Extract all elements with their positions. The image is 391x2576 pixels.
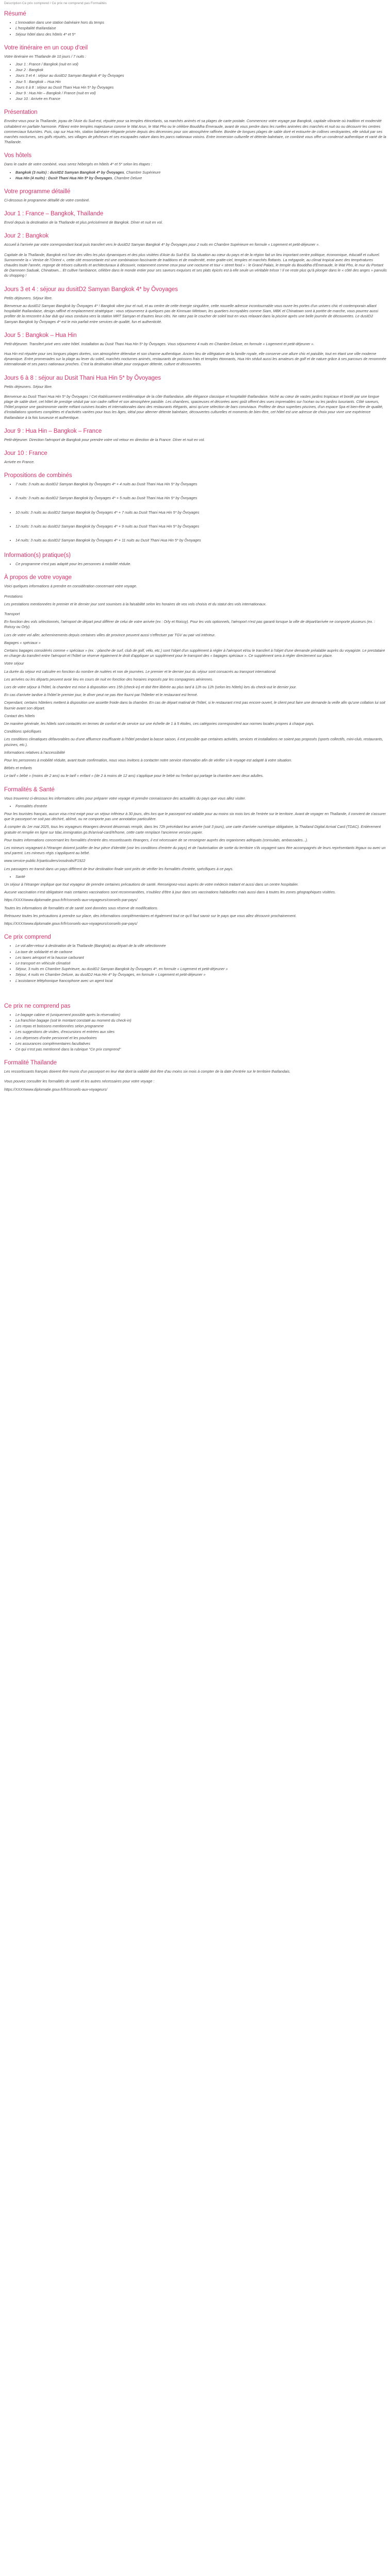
program-title: Votre programme détaillé <box>4 189 71 195</box>
list-item: • Le transport en véhicule climatisé <box>15 961 387 966</box>
list-item: • 12 nuits: 3 nuits au dusitD2 Samyan Bangkok by Ôvoyages 4* + 9 nuits au Dusit Thani Hua Hin 5* by Ôvoyages <box>15 524 387 529</box>
apropos-line: Les arrivées ou les départs peuvent avoir lieu en cours de nuit en fonction des horaires imposés par les compagnies aériennes. <box>4 676 214 682</box>
resume-list <box>4 20 387 37</box>
list-item: • Jour 2 : Bangkok <box>15 67 387 73</box>
sante-content <box>4 882 387 926</box>
day-text: Arrivée en France. <box>4 459 35 464</box>
hotel-item <box>15 170 387 175</box>
apropos-line: Lors de votre vol aller, acheminements depuis certaines villes de province peuvent aussi s'effectuer par TGV au pair vol intérieur. <box>4 632 216 637</box>
list-item: • Jour 5 : Bangkok – Hua Hin <box>15 79 387 84</box>
hotel-room: , Chambre Supérieure <box>124 170 161 175</box>
apropos-line: Le tarif « bébé » (moins de 2 ans) ou le tarif « enfant » (de 2 à moins de 12 ans) s'applique pour le bébé ou l'enfant qui partage la chambre avec deux adultes. <box>4 773 264 778</box>
apropos-line: Conditions spécifiques <box>4 729 41 734</box>
hotel-item <box>15 176 387 181</box>
list-item: • L'assistance téléphonique francophone avec un agent local <box>15 978 387 984</box>
sante-line: Un séjour à l'étranger implique que tout voyageur de prendre certaines précautions de santé. Renseignez-vous auprès de votre médecin traitant et aussi dans un centre hospitalier. <box>4 882 299 887</box>
sante-link[interactable]: https://XXXXwww.diplomatie.gouv.fr/fr/conseils-aux-voyageurs/conseils-par-pays/ <box>4 897 138 903</box>
apropos-line: Les conditions climatiques défavorables ou d'une affluence insuffisante à l'hôtel pendant la basse saison, il est possible que certaines activités, services et installations ne soient pas proposés (sports collectifs, mini-club, restaurants, piscines, etc.). <box>4 737 383 747</box>
apropos-line: En fonction des vols sélectionnés, l'aéroport de départ peut différer de celui de votre arrivée (ex : Orly et Roissy). Pour les vols optionnels, l'aéroport n'est pas garanti lorsque la ville de départ/arrivée ne comporte plusieurs (ex. : Roissy ou Orly). <box>4 619 376 630</box>
apropos-line: Contact des hôtels <box>4 713 35 718</box>
list-item: • Jour 1 : France / Bangkok (nuit en vol) <box>15 62 387 67</box>
list-item: • Jour 9 : Hua Hin – Bangkok / France (nuit en vol) <box>15 91 387 96</box>
apropos-line: En cas d'arrivée tardive à l'hôtel le premier jour, le dîner peut ne pas être fourni par l'hôtelier et le restaurant est fermé. <box>4 692 198 698</box>
formalites-line: Les passagers en transit dans un pays différent de leur destination finale sont priés de vérifier les formalités d'entrée, spécifiques à ce pays. <box>4 866 234 871</box>
breadcrumb-tabs: Description Ce prix comprend / Ce prix ne comprend pas Formalités <box>4 2 107 5</box>
list-item: • 10 nuits: 3 nuits au dusitD2 Samyan Bangkok by Ôvoyages 4* + 7 nuits au Dusit Thani Hua Hin 5* by Ôvoyages <box>15 510 387 515</box>
list-item: • Les taxes aéroport et la hausse carburant <box>15 955 387 960</box>
program-intro: Ci-dessous le programme détaillé de votre combiné. <box>4 198 90 203</box>
apropos-line: Voici quelques informations à prendre en considération concernant votre voyage. <box>4 584 137 589</box>
apropos-title: À propos de votre voyage <box>4 574 72 581</box>
hotel-room: , Chambre Deluxe <box>112 175 142 180</box>
prix-comprend-title: Ce prix comprend <box>4 934 51 941</box>
apropos-line: Transport <box>4 611 20 616</box>
list-item: • La taxe de solidarité et de carbone <box>15 950 387 955</box>
hotels-intro: Dans le cadre de votre combiné, vous serez hébergés en hôtels 4* et 5* selon les étapes : <box>4 162 152 167</box>
list-item: • Le vol aller-retour à destination de la Thaïlande (Bangkok) au départ de la ville sélectionnée <box>15 943 387 948</box>
itinerary-list <box>4 62 387 101</box>
formalites-intro: Vous trouverez ci-dessous les informations utiles pour préparer votre voyage et prendre connaissance des actualités du pays que vous allez visiter. <box>4 795 246 801</box>
apropos-content <box>4 584 387 778</box>
day-text: Envol depuis la destination de la Thaïlande et plus précisément de Bangkok. Dîner et nuit en vol. <box>4 220 163 225</box>
sante-line: Retrouvez toutes les précautions à prendre sur place, des informations complémentaires et également tout ce qu'il faut savoir sur le pays que vous allez découvrir prochainement. <box>4 913 297 918</box>
list-item: • L'hospitalité thaïlandaise <box>15 26 387 31</box>
day-text: Hua Hin est réputée pour ses longues plages dorées, son atmosphère détendue et son charme authentique. Ancien lieu de villégiature de la famille royale, elle conserve une allure chic et paisible, tout en étant une ville moderne dynamique. Entre promenades sur la plage au lever du soleil, marchés nocturnes animés, restaurants de poissons frais et temples étonnants, Hua Hin séduit aussi les amateurs de golf et de nature grâce à ses parcours de renommée internationale et ses parcs nationaux proches. C'est la destination idéale pour conjuguer détente, culture et découvertes. <box>4 351 386 367</box>
list-item: • La franchise bagage (soit le montant constaté au moment du check-in) <box>15 1018 387 1023</box>
list-item: • Séjour, 3 nuits en Chambre Supérieure, au dusitD2 Samyan Bangkok by Ôvoyages 4*, en formule « Logement et petit-déjeuner » <box>15 967 387 972</box>
formalite-thai-line: Les ressortissants français doivent être munis d'un passeport en leur état dont la validité doit être d'au moins six mois à compter de la date d'entrée sur le territoire thaïlandais. <box>4 1069 291 1074</box>
list-item: • Jours 3 et 4 : séjour au dusitD2 Samyan Bangkok 4* by Ôvoyages <box>15 73 387 78</box>
formalites-list <box>4 804 387 809</box>
list-item: • Le bagage cabine et (uniquement possible après la réservation) <box>15 1012 387 1018</box>
list-item: • Les suggestions de visites, d'excursions et entrées aux sites <box>15 1029 387 1035</box>
formalites-entry-content <box>4 811 387 872</box>
day-text: Petits déjeuners. Séjour libre. <box>4 295 53 300</box>
formalites-line: Pour les touristes français, aucun visa n'est exigé pour un séjour inférieur à 30 jours, dès lors que le passeport est valable pour au moins six mois lors de l'entrée sur le territoire. Avant de voyager en Thaïlande, il convient de s'assurer que le passeport ne soit pas déchiré, abîmé, ou ne comporte pas une annotation particulière. <box>4 811 386 822</box>
list-item: • Ce programme n'est pas adapté pour les personnes à mobilité réduite. <box>15 562 387 567</box>
day-text: Petit-déjeuner. Transfert privé vers votre hôtel. Installation au Dusit Thani Hua Hin 5* by Ôvoyages. Vous séjournerez 4 nuits en Chambre Deluxe, en formule « Logement et petit-déjeuner ». <box>4 341 315 346</box>
apropos-line: Lors de votre séjour à l'hôtel, la chambre est mise à disposition vers 15h (check-in) et doit être libérée au plus tard à 12h ou 12h (selon les hôtels) lors du check-out le dernier jour. <box>4 685 297 689</box>
hotel-name: Hua Hin (4 nuits) : Dusit Thani Hua Hin 5* by Ôvoyages <box>15 175 112 180</box>
list-item: • 8 nuits: 3 nuits au dusitD2 Samyan Bangkok by Ôvoyages 4* + 5 nuits au Dusit Thani Hua Hin 5* by Ôvoyages <box>15 496 387 501</box>
sante-line: Toutes les informations de formalités et de santé sont données sous réserve de modifications. <box>4 905 158 910</box>
itinerary-subtitle: Votre itinéraire en Thaïlande de 10 jours / 7 nuits : <box>4 54 87 59</box>
list-item: • Séjour, 4 nuits en Chambre Deluxe, au dusitD2 Hua Hin 4* by Ôvoyages, en formule « Logement et petit-déjeuner » <box>15 972 387 977</box>
propositions-list <box>4 482 387 543</box>
day-text: Capitale de la Thaïlande, Bangkok est l'une des villes les plus dynamiques et des plus visitées d'Asie du Sud-Est. Sa situation au cœur du pays et de la région fait un lieu important centre politique, économique, éducatif et culturel. Surnommée la « Venise de l'Orient », cette cité ensorcelante est une combinaison fascinante de traditions et de modernité, entre gratte-ciel, temples et marchés flottants. La mégapole, au climat tropical avec des températures chaudes toute l'année, regorge de trésors culturels et architecturaux à découvrir, notamment comme ceux pour une nocturne et tour « street food » : le Grand Palais, le temple du Bouddha d'Émeraude, le Wat Pho, le mur du Portant de Damnoen Saduak, Chinatown... Et cultive l'ambiance, célèbre dans le monde entier pour ses saveurs exquises et ses plats épicés est à elle seule un véritable trésor ! Il ne reste plus qu'à plonger dans le « côté des anges » parvulis du shopping ! <box>4 252 387 278</box>
apropos-line: Pour les personnes à mobilité réduite, avant toute confirmation, nous vous invitons à contacter notre service réservation afin de vérifier si le voyage est adapté à votre situation. <box>4 758 292 763</box>
hotels-title: Vos hôtels <box>4 152 32 159</box>
formalites-link[interactable]: www.service-public.fr/particuliers/vosdroits/F1922 <box>4 858 86 863</box>
list-item: • 14 nuits: 3 nuits au dusitD2 Samyan Bangkok by Ôvoyages 4* + 11 nuits au Dusit Thani Hua Hin 5* by Ôvoyages <box>15 538 387 543</box>
formalites-title: Formalités & Santé <box>4 786 55 793</box>
apropos-line: Bagages « spéciaux » <box>4 640 41 645</box>
apropos-line: Cependant, certains hôteliers mettent à disposition une assiette froide dans la chambre. En cas de départ matinal de l'hôtel, si le restaurant n'est pas encore ouvert, le client peut faire une demande la veille afin qu'une collation lui soit fournie avant son départ. <box>4 700 385 710</box>
prix-ne-comprend-list <box>4 1012 387 1052</box>
formalite-thai-content <box>4 1069 387 1092</box>
day-title: Jours 3 et 4 : séjour au dusitD2 Samyan Bangkok 4* by Ôvoyages <box>4 286 178 293</box>
day-title: Jour 10 : France <box>4 450 47 456</box>
list-item: • Jours 6 à 8 : séjour au Dusit Thani Hua Hin 5* by Ôvoyages <box>15 85 387 90</box>
list-item: • 7 nuits: 3 nuits au dusitD2 Samyan Bangkok by Ôvoyages 4* + 4 nuits au Dusit Thani Hua Hin 5* by Ôvoyages <box>15 482 387 487</box>
day-text: Accueil à l'arrivée par votre correspondant local puis transfert vers le dusitD2 Samyan Bangkok 4* by Ôvoyages pour 2 nuits en Chambre Supérieure en formule « Logement et petit-déjeuner ». <box>4 242 320 247</box>
presentation-text: Envolez-vous pour la Thaïlande, joyau de l'Asie du Sud-est, réputée pour sa temples étincelants, sa marchés animés et sa plages de carte postale. Commencez votre voyage par Bangkok, capitale vibrante où tradition et modernité cohabitent en parfaite harmonie. Flânez entre temples majestueux comme le Wat Arun, le Wat Pho ou le célèbre Bouddha Émeraude, avant de vous perdre dans les ruelles animées des marchés et nuit ou ou découvrir les centres commerciaux futuristes. Puis, cap sur Hua Hin, station balnéaire élégante prisée depuis des décennies pour son atmosphère raffinée. Bordée de longues plages de sable doré et entourée de collines verdoyantes, elle séduit par ses marchés nocturnes, ses golfs réputés, ses villages de pêcheurs et ses escapades nature dans les parcs nationaux voisins. Entre immersion culturelle et détente balnéaire, ce combiné vous offre un condensé authentique et varié de la Thaïlande. <box>4 118 386 145</box>
day-title: Jour 2 : Bangkok <box>4 233 49 240</box>
prix-ne-comprend-title: Ce prix ne comprend pas <box>4 1003 71 1009</box>
prix-comprend-list <box>4 943 387 983</box>
day-text: Bienvenue au dusitD2 Samyan Bangkok by Ôvoyages 4* ! Bangkok vibre jour et nuit, et au centre de cette énergie singulière, cette nouvelle adresse incontournable vous ouvre les portes d'un univers chic et contemporain alliant hospitalité thaïlandaise, design raffiné et emplacement stratégique : vous séjournerez à quelques pas de Kinmuan Mitrtown, les quartiers incroyables comme Siam, MBK et Chinatown sont à portée de marche, vous pourrez aussi profiter de la rencontre à bar dub qui vous conduira vers la station MRT Samyan et d'autres lieux clés. Ne ratez pas le coucher de soleil tout en vous relaxant dans la piscine après une belle journée de découvertes. Le dusitD2 Samyan Bangkok by Ôvoyages 4* est le mix parfait entre services de qualité, fun et authenticité. <box>4 303 379 324</box>
apropos-line: Bébés et enfants <box>4 766 32 771</box>
formalites-line: Pour toutes informations concernant les formalités d'entrée des ressortissants étrangers, il est nécessaire de se renseigner auprès des organismes adéquats (consulats, ambassades...). <box>4 837 308 842</box>
day-text: Bienvenue au Dusit Thani Hua Hin 5* by Ôvoyages ! Cet établissement emblématique de la côte thaïlandaise, allie élégance classique et hospitalité thaïlandaise. Niché au cœur de vastes jardins tropicaux et bordé par une longue plage de sable doré, cet hôtel de prestige séduit par son cadre raffiné et son atmosphère paisible. Les chambres, spacieuses et décorées avec goût offrent des vues imprenables sur l'océan ou les jardins luxuriants. Côté saveurs, l'hôtel propose une gastronomie variée mêlant cuisines locales et internationales dans des restaurants élégants, ainsi qu'une sélection de bars conviviaux. Profitez de deux superbes piscines, d'un espace Spa et bien-être de qualité, d'installations sportives complètes et d'activités variées pour tous les âges, idéal pour alterner détente balnéaire, découvertes culturelles et moments de bien-être, cet hôtel est une adresse de choix pour vivre une expérience thaïlandaise à la fois luxueuse et authentique. <box>4 394 383 420</box>
propositions-title: Propositions de combinés <box>4 472 72 479</box>
day-text: Petit-déjeuner. Direction l'aéroport de Bangkok pour prendre votre vol retour en direction de la France. Dîner et nuit en vol. <box>4 437 205 442</box>
day-title: Jour 1 : France – Bangkok, Thaïlande <box>4 211 104 217</box>
day-title: Jours 6 à 8 : séjour au Dusit Thani Hua Hin 5* by Ôvoyages <box>4 375 161 381</box>
formalites-line: Les mineurs voyageant à l'étranger doivent justifier de leur pièce d'identité (voir les conditions d'entrée du pays) et de l'autorisation de sortie du territoire s'ils voyagent sans être accompagnés de leurs représentants légaux ou avec un seul parent. Les mineurs régis s'appliquent au bébé. <box>4 845 386 856</box>
list-item: • Les repas et boissons mentionnées selon programme <box>15 1024 387 1029</box>
list-item: • Les assurances complémentaires facultatives <box>15 1041 387 1046</box>
list-item: • Formalités d'entrée <box>15 804 387 809</box>
apropos-line: Les prestations mentionnées le premier et le dernier jour sont soumises à la faisabilité selon les horaires de vos vols choisis et du statut des vols internationaux. <box>4 601 267 606</box>
resume-title: Résumé <box>4 11 26 18</box>
sante-list <box>4 874 387 879</box>
apropos-line: De manière générale, les hôtels sont contactés en termes de confort et de service sur une échelle de 1 à 5 étoiles, ces catégories correspondent aux normes locales propres à chaque pays. <box>4 721 315 726</box>
itinerary-title: Votre itinéraire en un coup d'œil <box>4 44 88 51</box>
day-text: Petits déjeuners. Séjour libre. <box>4 384 53 389</box>
list-item: • Les dépenses d'ordre personnel et les pourboires <box>15 1036 387 1041</box>
sante-link[interactable]: https://XXXXwww.diplomatie.gouv.fr/fr/conseils-aux-voyageurs/conseils-par-pays/ <box>4 921 138 926</box>
apropos-line: La durée du séjour est calculée en fonction du nombre de nuitées et non de journées. Le premier et le dernier jour du séjour sont consacrés au transport international. <box>4 669 276 674</box>
information-list <box>4 562 387 567</box>
apropos-line: Informations relatives à l'accessibilité <box>4 750 66 755</box>
formalites-line: À compter du 1er mai 2025, tous les voyageurs étrangers devront désormais remplir, dans les 72h précédant leur arrivée (soit 3 jours), une carte d'arrivée numérique obligatoire, la Thailand Digital Arrival Card (TDAC). Entièrement gratuite et remplie en ligne sur tdac.immigration.go.th/arrival-card/#/home, cette carte remplace l'ancienne version papier. <box>4 824 381 835</box>
list-item: • Santé <box>15 874 387 879</box>
day-title: Jour 5 : Bangkok – Hua Hin <box>4 332 77 338</box>
list-item: • Séjour hôtel dans des hôtels 4* et 5* <box>15 32 387 37</box>
formalite-thai-title: Formalité Thaïlande <box>4 1060 57 1066</box>
page <box>0 0 391 1092</box>
apropos-line: Votre séjour <box>4 661 24 666</box>
hotels-list <box>4 170 387 181</box>
formalite-thai-link[interactable]: https://XXXXwww.diplomatie.gouv.fr/fr/conseils-aux-voyageurs/ <box>4 1087 108 1092</box>
presentation-title: Présentation <box>4 109 38 116</box>
sante-line: Aucune vaccination n'est obligatoire mais certaines vaccinations sont recommandées, n'oubliez d'être à jour dans ses vaccinations habituelles mais aussi dans à toutes les zones géographiques visitées. <box>4 890 336 895</box>
day-title: Jour 9 : Hua Hin – Bangkok – France <box>4 428 102 434</box>
list-item: • L'innovation dans une station balnéaire hors du temps <box>15 20 387 25</box>
list-item: • Jour 10 : Arrivée en France <box>15 96 387 101</box>
apropos-line: Certains bagages considérés comme « spéciaux » (ex. : planche de surf, club de golf, vélo, etc.) sont l'objet d'un supplément à régler à l'aéroport et/ou le transfert à l'objet d'une demande préalable auprès du voyagiste. Le prestataire en charge du transfert entre l'aéroport et l'hôtel se réserve également le droit d'appliquer un supplément pour le transport des « bagages spéciaux ». Ce supplément sera à régler directement sur place. <box>4 648 385 658</box>
apropos-line: Prestations <box>4 594 23 599</box>
list-item: • Ce qui n'est pas mentionné dans la rubrique "Ce prix comprend" <box>15 1047 387 1052</box>
hotel-name: Bangkok (3 nuits) : dusitD2 Samyan Bangkok 4* by Ôvoyages <box>15 170 124 175</box>
formalite-thai-line: Vous pouvez consulter les formalités de santé et les autres nécessaires pour votre voyage : <box>4 1079 155 1084</box>
information-title: Information(s) pratique(s) <box>4 552 71 559</box>
